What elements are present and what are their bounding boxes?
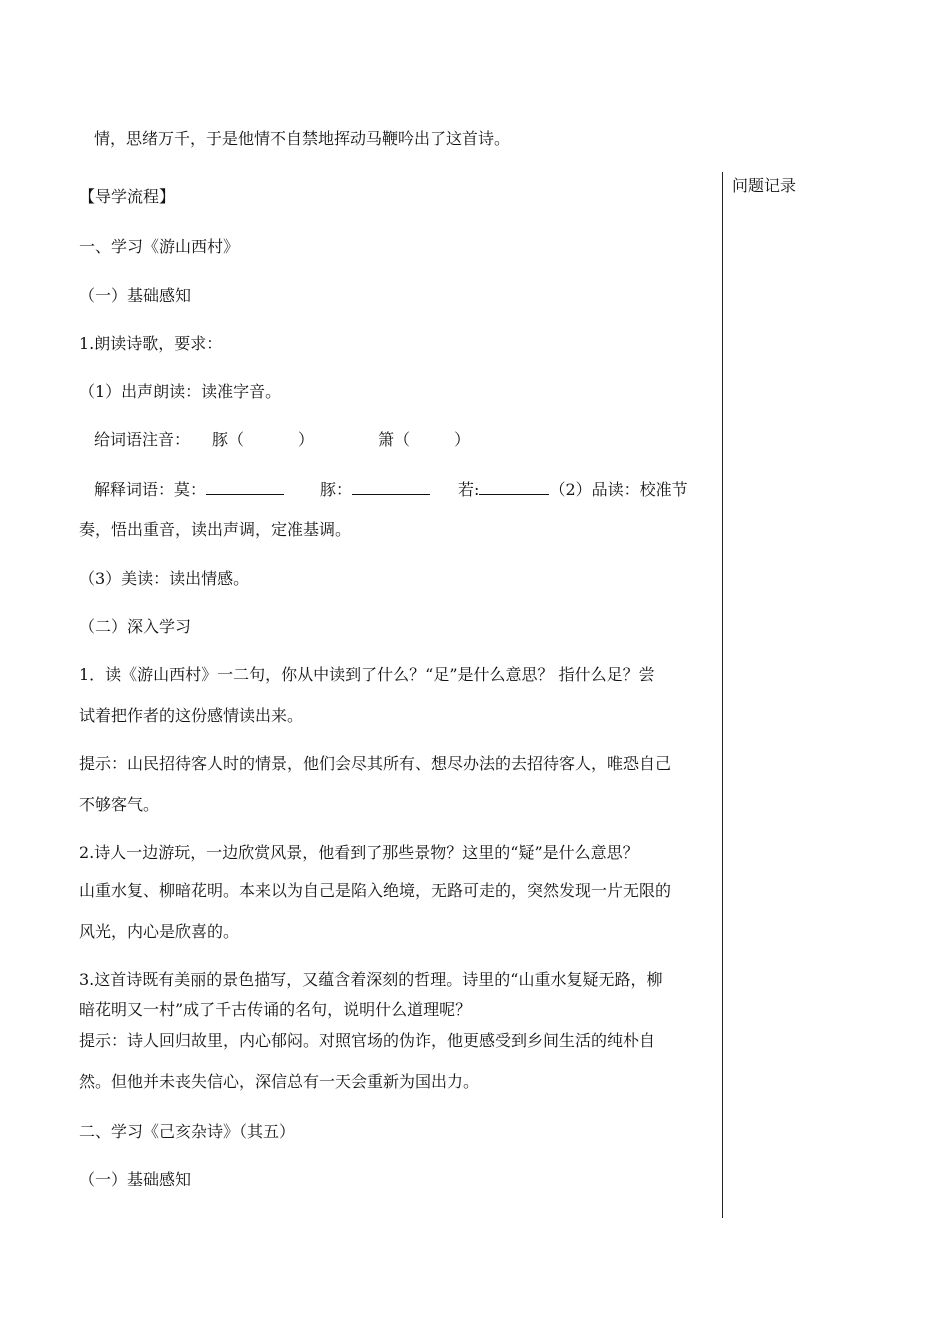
question2-line1: 2.诗人一边游玩，一边欣赏风景，他看到了那些景物？这里的“疑”是什么意思？ <box>79 843 639 862</box>
explain-label: 解释词语：莫： <box>94 480 207 499</box>
phonetic-word1: 豚（ <box>212 430 245 449</box>
answer2-line2: 风光，内心是欣喜的。 <box>79 922 240 941</box>
item1-1: （1）出声朗读：读准字音。 <box>79 382 282 401</box>
hint1-line1: 提示：山民招待客人时的情景，他们会尽其所有、想尽办法的去招待客人，唯恐自己 <box>79 754 672 773</box>
hint3-line1: 提示：诗人回归故里，内心郁闷。对照官场的伪诈，他更感受到乡间生活的纯朴自 <box>79 1031 656 1050</box>
question1-line2: 试着把作者的这份感情读出来。 <box>79 706 304 725</box>
item1-3: （3）美读：读出情感。 <box>79 569 250 588</box>
phonetic-close1: ） <box>298 430 315 449</box>
explain-continued: 奏，悟出重音，读出声调，定准基调。 <box>79 520 352 539</box>
hint3-line2: 然。但他并未丧失信心，深信总有一天会重新为国出力。 <box>79 1072 480 1091</box>
explain-row <box>94 480 688 500</box>
item1: 1.朗读诗歌，要求： <box>79 334 223 353</box>
part2-sub1-heading: （一）基础感知 <box>79 1170 192 1189</box>
section-header: 【导学流程】 <box>79 187 176 206</box>
sub2-heading: （二）深入学习 <box>79 617 192 636</box>
answer2-line1: 山重水复、柳暗花明。本来以为自己是陷入绝境，无路可走的，突然发现一片无限的 <box>79 881 672 900</box>
blank-tun[interactable] <box>352 480 430 495</box>
phonetic-row <box>94 430 470 450</box>
blank-mo[interactable] <box>206 480 284 495</box>
hint1-line2: 不够客气。 <box>79 795 160 814</box>
column-divider <box>722 172 723 1218</box>
question1-line1: 1．读《游山西村》一二句，你从中读到了什么？“足”是什么意思？ 指什么足？尝 <box>79 665 655 684</box>
question3-line1: 3.这首诗既有美丽的景色描写，又蕴含着深刻的哲理。诗里的“山重水复疑无路，柳 <box>79 970 663 989</box>
blank-ruo[interactable] <box>479 480 549 495</box>
explain-word2: 豚： <box>320 480 353 499</box>
top-line: 情，思绪万千，于是他情不自禁地挥动马鞭吟出了这首诗。 <box>94 129 511 148</box>
phonetic-word2: 箫（ <box>378 430 411 449</box>
sub1-heading: （一）基础感知 <box>79 286 192 305</box>
phonetic-close2: ） <box>454 430 471 449</box>
part2-title: 二、学习《己亥杂诗》（其五） <box>79 1122 296 1141</box>
question3-line2: 暗花明又一村”成了千古传诵的名句，说明什么道理呢？ <box>79 1000 472 1019</box>
phonetic-label: 给词语注音： <box>94 430 191 449</box>
part1-title: 一、学习《游山西村》 <box>79 237 240 256</box>
sidebar-title: 问题记录 <box>732 176 797 195</box>
explain-tail: （2）品读：校准节 <box>549 480 688 499</box>
explain-word3: 若: <box>458 480 480 499</box>
